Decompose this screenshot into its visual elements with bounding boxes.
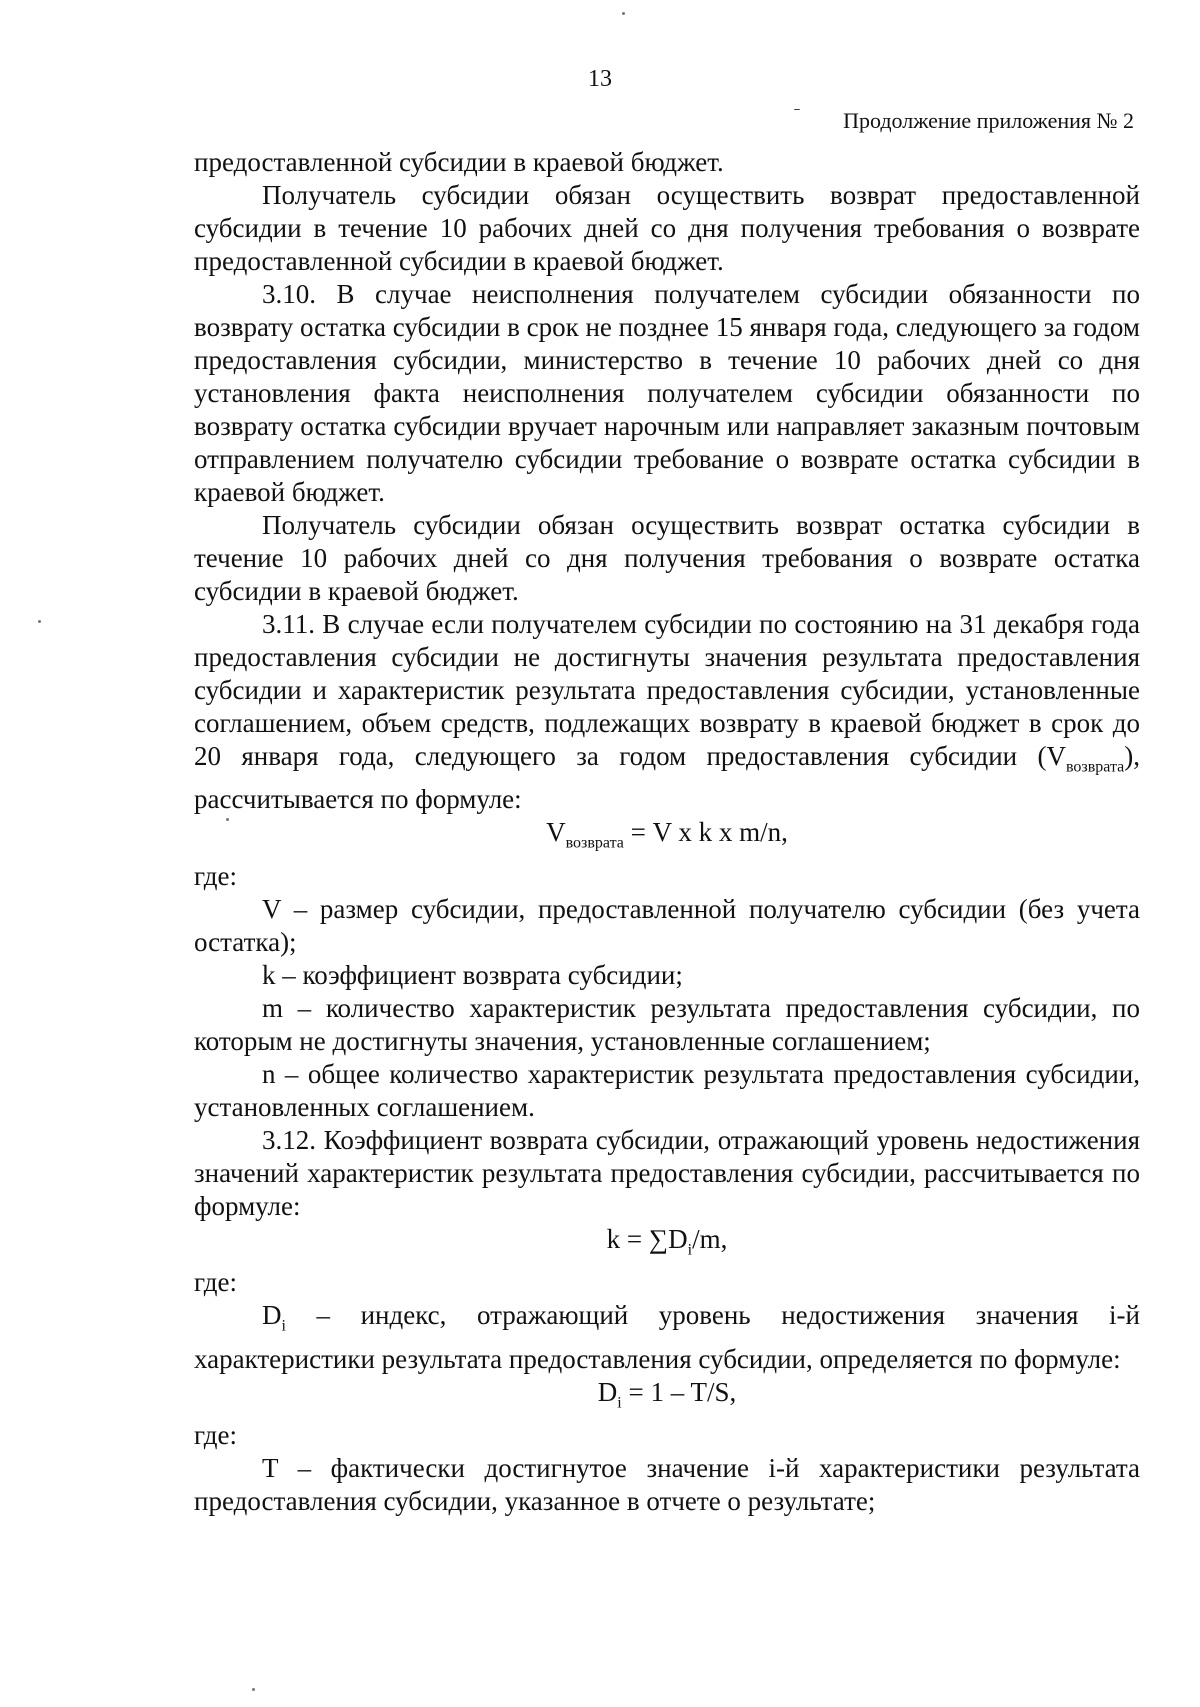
formula-rest: = V x k x m/n, [623, 817, 788, 848]
paragraph: предоставленной субсидии в краевой бюджет. [194, 147, 724, 177]
formula-part: = 1 – T/S, [621, 1376, 737, 1407]
text-run: 3.11. В случае если получателем субсидии по состоянию на 31 декабря года предоставления субсидии не достигнуты значения результата предоставления субсидии и характеристик результата предоставления субсидии, установленные соглашением, объем средств, подлежащих возврату в краевой бюджет в срок до 20 января года, следующего за годом предоставления субсидии (V [194, 609, 1140, 771]
text-run: D [262, 1300, 282, 1331]
where-label: где: [194, 860, 237, 891]
where-label: где: [194, 1267, 237, 1298]
where-label: где: [194, 1419, 237, 1450]
formula-di [194, 1376, 1140, 1419]
definition-t: T – фактически достигнутое значение i-й характеристики результата предоставления субсидии, указанное в отчете о результате; [194, 1452, 1140, 1516]
formula-symbol: V [546, 817, 566, 848]
formula-v-return [194, 816, 1140, 859]
formula-part: k = ∑D [606, 1223, 688, 1254]
scan-speck [622, 12, 625, 15]
definition-m: m – количество характеристик результата предоставления субсидии, по которым не достигнуты значения, установленные соглашением; [194, 992, 1140, 1056]
paragraph-3-12: 3.12. Коэффициент возврата субсидии, отражающий уровень недостижения значений характеристик результата предоставления субсидии, рассчитывается по формуле: [194, 1124, 1140, 1221]
paragraph-3-11 [194, 608, 1140, 816]
scan-speck [38, 620, 41, 623]
formula-part: D [597, 1376, 618, 1407]
document-body [194, 146, 1140, 1518]
formula-part: /m, [692, 1223, 728, 1254]
formula-k [194, 1223, 1140, 1266]
paragraph: Получатель субсидии обязан осуществить возврат предоставленной субсидии в течение 10 рабочих дней со дня получения требования о возврате предоставленной субсидии в краевой бюджет. [194, 180, 1140, 276]
subscript: возврата [1065, 758, 1125, 776]
page-number: 13 [588, 66, 612, 92]
header-note: Продолжение приложения № 2 [843, 108, 1134, 133]
definition-v: V – размер субсидии, предоставленной получателю субсидии (без учета остатка); [194, 893, 1140, 957]
subscript: возврата [565, 834, 624, 852]
text-run: ), рассчитывается по формуле: [194, 741, 1140, 815]
subscript: i [617, 1393, 622, 1411]
subscript: i [281, 1317, 286, 1335]
scan-mark: ˉ [794, 104, 800, 124]
subscript: i [687, 1241, 693, 1259]
scan-speck [252, 1688, 255, 1691]
paragraph: Получатель субсидии обязан осуществить возврат остатка субсидии в течение 10 рабочих дней со дня получения требования о возврате остатка субсидии в краевой бюджет. [194, 510, 1140, 606]
definition-n: n – общее количество характеристик результата предоставления субсидии, установленных соглашением. [194, 1058, 1140, 1122]
definition-di [194, 1299, 1140, 1375]
paragraph: 3.10. В случае неисполнения получателем субсидии обязанности по возврату остатка субсидии в срок не позднее 15 января года, следующего за годом предоставления субсидии, министерство в течение 10 рабочих дней со дня установления факта неисполнения получателем субсидии обязанности по возврату остатка субсидии вручает нарочным или направляет заказным почтовым отправлением получателю субсидии требование о возврате остатка субсидии в краевой бюджет. [194, 279, 1140, 507]
definition-k: k – коэффициент возврата субсидии; [262, 959, 683, 990]
scan-speck [226, 818, 229, 821]
text-run: – индекс, отражающий уровень недостижения значения i-й характеристики результата предоставления субсидии, определяется по формуле: [194, 1300, 1140, 1374]
